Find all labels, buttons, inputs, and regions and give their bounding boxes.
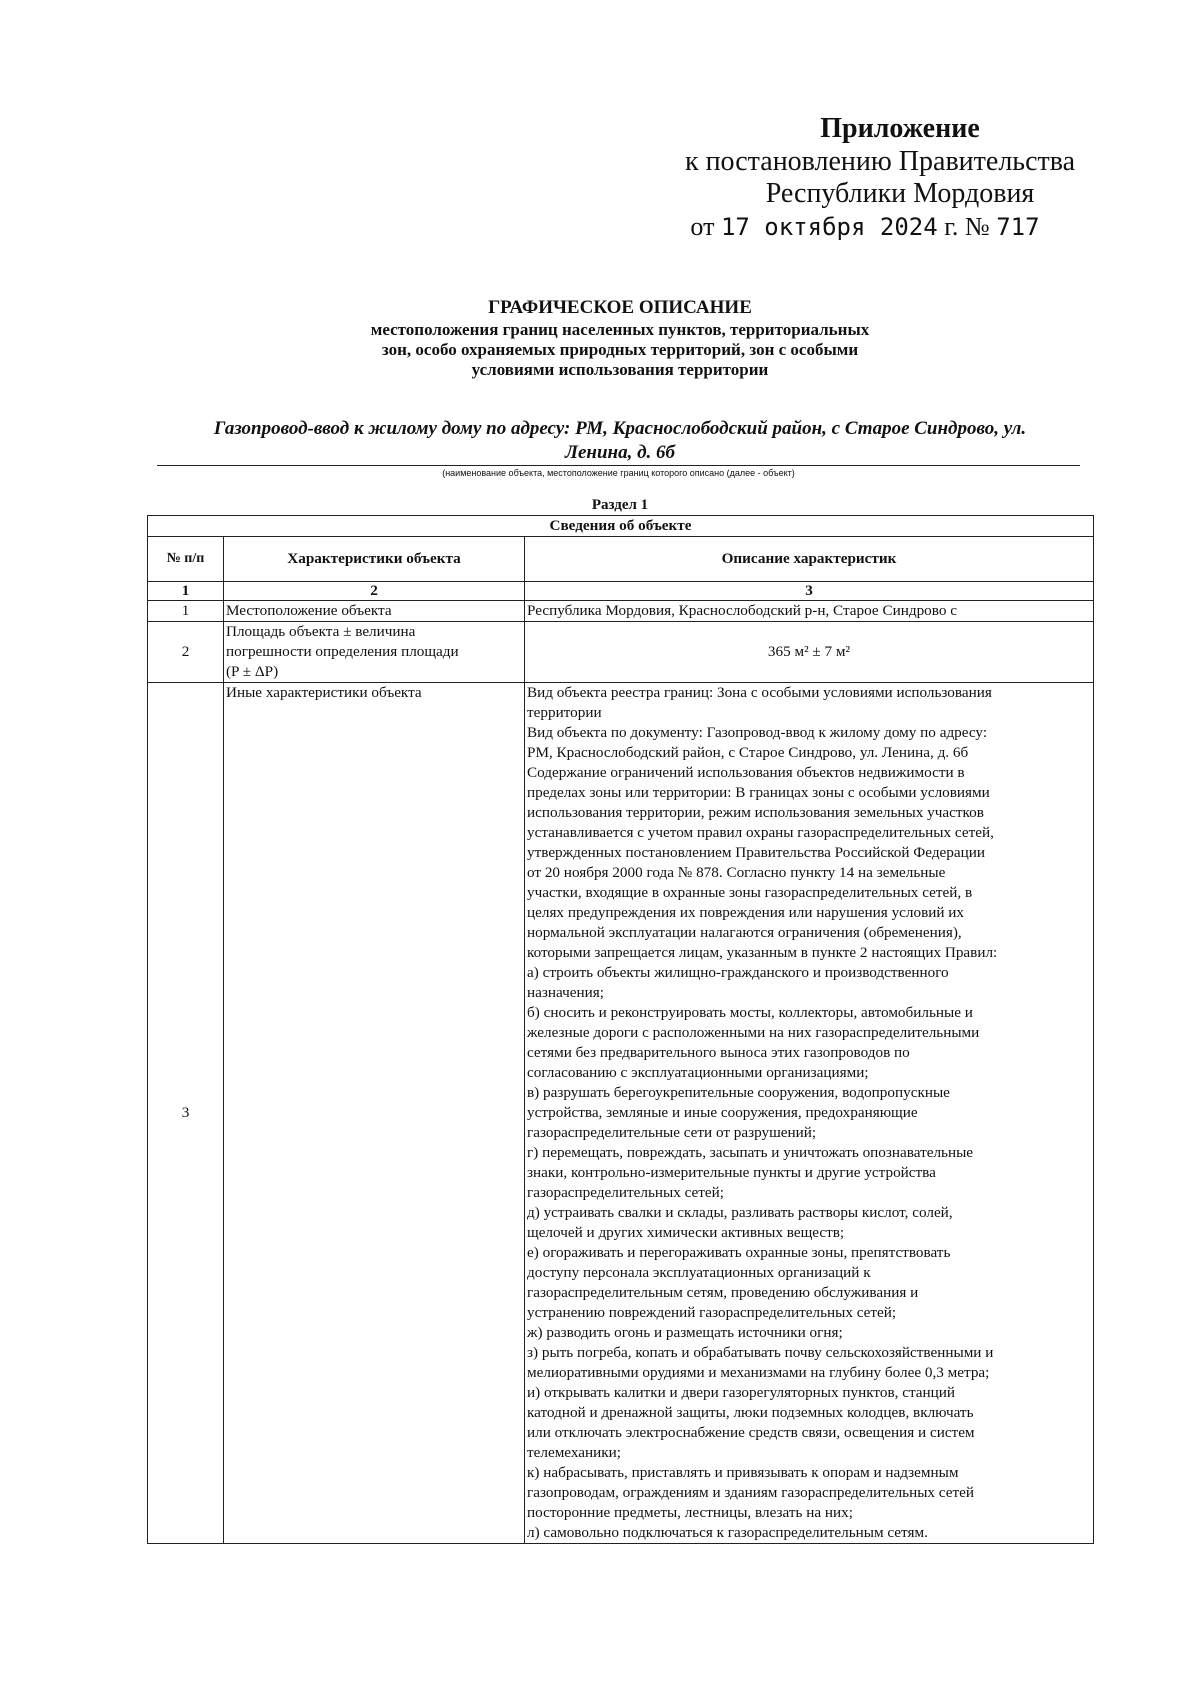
description-line: и) открывать калитки и двери газорегуляторных пунктов, станций <box>527 1384 956 1401</box>
object-info-table <box>147 515 1094 1544</box>
object-caption: (наименование объекта, местоположение границ которого описано (далее - объект) <box>442 468 795 478</box>
description-line: или отключать электроснабжение средств связи, освещения и систем <box>527 1424 975 1441</box>
description-line: д) устраивать свалки и склады, разливать растворы кислот, солей, <box>527 1204 953 1221</box>
description-line: газораспределительные сети от разрушений; <box>527 1124 817 1141</box>
row-number: 2 <box>148 622 224 683</box>
description-line: а) строить объекты жилищно-гражданского и производственного <box>527 964 949 981</box>
decree-number: 717 <box>996 213 1040 241</box>
characteristic-line: Площадь объекта ± величина <box>226 623 416 640</box>
table-row <box>148 622 1094 683</box>
description-line: ж) разводить огонь и размещать источники огня; <box>527 1324 843 1341</box>
heading-sub-2: зон, особо охраняемых природных территорий, зон с особыми <box>381 340 859 359</box>
description-line: катодной и дренажной защиты, люки подземных колодцев, включать <box>527 1404 974 1421</box>
appendix-line-2: Республики Мордовия <box>765 178 1035 209</box>
description-line: газораспределительных сетей; <box>527 1184 724 1201</box>
description-line: посторонние предметы, лестницы, влезать на них; <box>527 1504 853 1521</box>
description-line: з) рыть погреба, копать и обрабатывать почву сельскохозяйственными и <box>527 1344 994 1361</box>
object-name <box>160 417 1080 465</box>
description-line: в) разрушать берегоукрепительные сооружения, водопропускные <box>527 1084 950 1101</box>
description-line: от 20 ноября 2000 года № 878. Согласно пункту 14 на земельные <box>527 864 946 881</box>
heading-main: ГРАФИЧЕСКОЕ ОПИСАНИЕ <box>488 297 752 318</box>
row-number: 3 <box>148 683 224 1544</box>
description-line: Содержание ограничений использования объектов недвижимости в <box>527 764 965 781</box>
description-line: территории <box>527 704 602 721</box>
description-line: мелиоративными орудиями и механизмами на глубину более 0,3 метра; <box>527 1364 990 1381</box>
date-handwritten: 17 октября 2024 <box>720 213 938 241</box>
description-line: устанавливается с учетом правил охраны газораспределительных сетей, <box>527 824 994 841</box>
description-line: устройства, земляные и иные сооружения, предохраняющие <box>527 1104 918 1121</box>
index-cell: 2 <box>224 582 525 601</box>
row-characteristic: Иные характеристики объекта <box>224 683 525 1544</box>
description-line: е) огораживать и перегораживать охранные зоны, препятствовать <box>527 1244 951 1261</box>
description-line: участки, входящие в охранные зоны газораспределительных сетей, в <box>527 884 973 901</box>
object-name-line-1: Газопровод-ввод к жилому дому по адресу: РМ, Краснослободский район, с Старое Синдрово, ул. <box>213 418 1027 439</box>
row-description <box>525 683 1094 1544</box>
description-line: к) набрасывать, приставлять и привязывать к опорам и надземным <box>527 1464 959 1481</box>
index-cell: 3 <box>525 582 1094 601</box>
description-line: РМ, Краснослободский район, с Старое Синдрово, ул. Ленина, д. 6б <box>527 744 969 761</box>
description-line: доступу персонала эксплуатационных организаций к <box>527 1264 871 1281</box>
description-line: г) перемещать, повреждать, засыпать и уничтожать опознавательные <box>527 1144 974 1161</box>
description-line: газораспределительным сетям, проведению обслуживания и <box>527 1284 919 1301</box>
row-number: 1 <box>148 601 224 622</box>
description-line: использования территории, режим использования земельных участков <box>527 804 984 821</box>
description-line: нормальной эксплуатации налагаются ограничения (обременения), <box>527 924 962 941</box>
description-line: щелочей и других химически активных веществ; <box>527 1224 845 1241</box>
description-line: целях предупреждения их повреждения или нарушения условий их <box>527 904 965 921</box>
description-line: согласованию с эксплуатационными организациями; <box>527 1064 869 1081</box>
description-line: устранению повреждений газораспределительных сетей; <box>527 1304 897 1321</box>
row-description: Республика Мордовия, Краснослободский р-н, Старое Синдрово с <box>525 601 1094 622</box>
description-line: пределах зоны или территории: В границах зоны с особыми условиями <box>527 784 990 801</box>
description-line: сетями без предварительного выноса этих газопроводов по <box>527 1044 910 1061</box>
object-name-line-2: Ленина, д. 6б <box>564 442 676 463</box>
document-heading <box>250 296 990 380</box>
row-characteristic: Местоположение объекта <box>224 601 525 622</box>
appendix-line-1: к постановлению Правительства <box>684 146 1076 177</box>
appendix-date <box>610 210 1120 244</box>
description-line: железные дороги с расположенными на них газораспределительными <box>527 1024 980 1041</box>
characteristic-line: (P ± ΔP) <box>226 663 279 680</box>
table-caption: Сведения об объекте <box>148 516 1094 537</box>
row-characteristic <box>224 622 525 683</box>
characteristic-line: погрешности определения площади <box>226 643 459 660</box>
heading-sub-3: условиями использования территории <box>471 360 769 379</box>
heading-sub-1: местоположения границ населенных пунктов, территориальных <box>370 320 870 339</box>
description-line: Вид объекта по документу: Газопровод-ввод к жилому дому по адресу: <box>527 724 988 741</box>
description-line: газопроводам, ограждениям и зданиям газораспределительных сетей <box>527 1484 974 1501</box>
description-line: утвержденных постановлением Правительства Российской Федерации <box>527 844 986 861</box>
section-title: Раздел 1 <box>591 497 649 513</box>
description-line: б) сносить и реконструировать мосты, коллекторы, автомобильные и <box>527 1004 973 1021</box>
description-line: Вид объекта реестра границ: Зона с особыми условиями использования <box>527 684 992 701</box>
table-row <box>148 683 1094 1544</box>
object-underline <box>157 465 1080 466</box>
date-year-suffix: г. № <box>944 212 990 241</box>
header-number: № п/п <box>148 537 224 582</box>
description-line: знаки, контрольно-измерительные пункты и другие устройства <box>527 1164 936 1181</box>
table-row <box>148 601 1094 622</box>
description-line: которыми запрещается лицам, указанным в пункте 2 настоящих Правил: <box>527 944 998 961</box>
appendix-block <box>600 112 1120 244</box>
row-description: 365 м² ± 7 м² <box>525 622 1094 683</box>
index-row <box>148 582 1094 601</box>
description-line: л) самовольно подключаться к газораспределительным сетям. <box>527 1524 928 1541</box>
description-line: назначения; <box>527 984 604 1001</box>
header-characteristic: Характеристики объекта <box>224 537 525 582</box>
header-description: Описание характеристик <box>525 537 1094 582</box>
date-prefix: от <box>690 212 715 241</box>
appendix-title: Приложение <box>820 113 980 144</box>
description-line: телемеханики; <box>527 1444 621 1461</box>
index-cell: 1 <box>148 582 224 601</box>
